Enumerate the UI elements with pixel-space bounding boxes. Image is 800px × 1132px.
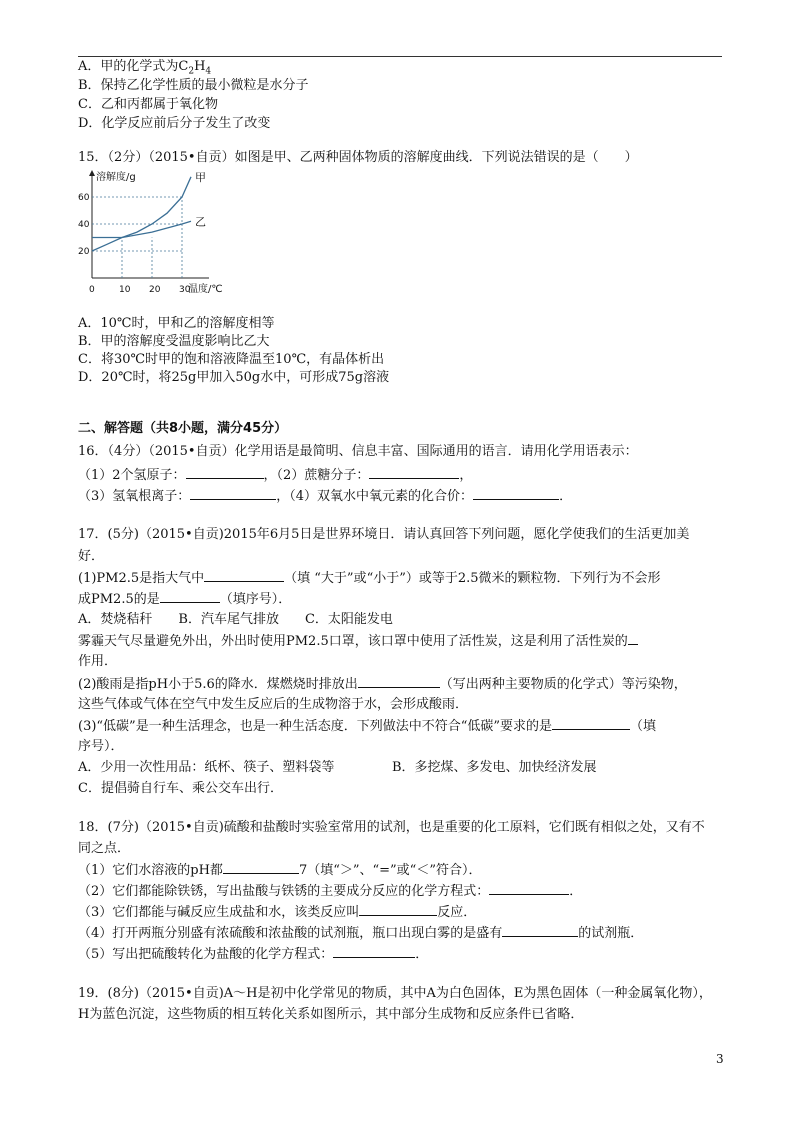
answer-blank[interactable] bbox=[502, 924, 578, 937]
y-axis-label: 溶解度/g bbox=[96, 172, 136, 183]
page-number: 3 bbox=[716, 1052, 724, 1066]
y-tick-label: 20 bbox=[78, 247, 90, 257]
answer-blank[interactable] bbox=[204, 569, 284, 582]
q18-line5: （3）它们都能与碱反应生成盐和水，该类反应叫 反应． bbox=[78, 905, 477, 920]
q16-stem: 16．（4分）（2015•自贡）化学用语是最简明、信息丰富、国际通用的语言．请用化学用语表示： bbox=[78, 444, 638, 459]
series-label: 甲 bbox=[195, 170, 206, 184]
q16-line1: （1）2个氢原子： ，（2）蔗糖分子： ， bbox=[78, 468, 473, 483]
answer-blank[interactable] bbox=[628, 632, 638, 645]
q17-line4: 成PM2.5的是 （填序号）． bbox=[78, 592, 292, 607]
q17-line9: 这些气体或气体在空气中发生反应后的生成物溶于水，会形成酸雨． bbox=[78, 697, 469, 712]
q15-stem: 15．（2分）（2015•自贡）如图是甲、乙两种固体物质的溶解度曲线．下列说法错误的是（ ） bbox=[78, 150, 638, 165]
q18-line6: （4）打开两瓶分别盛有浓硫酸和浓盐酸的试剂瓶，瓶口出现白雾的是盛有 的试剂瓶． bbox=[78, 926, 644, 941]
solubility-chart bbox=[78, 168, 238, 300]
q19-line1: 19．(8分)（2015•自贡)A～H是初中化学常见的物质，其中A为白色固体，E为黑色固体（一种金属氧化物）， bbox=[78, 986, 712, 1001]
answer-blank[interactable] bbox=[552, 717, 630, 730]
answer-blank[interactable] bbox=[223, 861, 299, 874]
q18-line1: 18．(7分)（2015•自贡)硫酸和盐酸时实验室常用的试剂，也是重要的化工原料，它们既有相似之处，又有不 bbox=[78, 820, 705, 835]
header-rule bbox=[78, 56, 722, 57]
y-axis-arrow bbox=[89, 170, 95, 176]
q15-option-c: C．将30℃时甲的饱和溶液降温至10℃，有晶体析出 bbox=[78, 352, 385, 367]
x-tick-label: 10 bbox=[119, 285, 131, 295]
q17-line8: (2)酸雨是指pH小于5.6的降水．煤燃烧时排放出 （写出两种主要物质的化学式）等污染物， bbox=[78, 677, 687, 692]
answer-blank[interactable] bbox=[160, 590, 220, 603]
q15-option-b: B．甲的溶解度受温度影响比乙大 bbox=[78, 334, 270, 349]
answer-blank[interactable] bbox=[489, 882, 569, 895]
y-tick-label: 60 bbox=[78, 193, 90, 203]
q15-option-a: A．10℃时，甲和乙的溶解度相等 bbox=[78, 316, 275, 331]
answer-blank[interactable] bbox=[473, 487, 559, 500]
series-label: 乙 bbox=[195, 215, 206, 229]
q17-line6: 雾霾天气尽量避免外出，外出时使用PM2.5口罩，该口罩中使用了活性炭，这是利用了活性炭的 bbox=[78, 632, 638, 651]
q14-option-d: D．化学反应前后分子发生了改变 bbox=[78, 116, 271, 131]
q17-line10: (3)“低碳”是一种生活理念，也是一种生活态度．下列做法中不符合“低碳”要求的是 （填 bbox=[78, 719, 657, 734]
x-axis-label: 温度/℃ bbox=[188, 284, 223, 295]
answer-blank[interactable] bbox=[186, 466, 264, 479]
q14-option-a: A．甲的化学式为$C_2H_4$ bbox=[78, 59, 212, 77]
q16-line2: （3）氢氧根离子： ，（4）双氧水中氧元素的化合价： ． bbox=[78, 489, 573, 504]
x-tick-label: 0 bbox=[89, 285, 95, 295]
series-甲-line bbox=[92, 177, 191, 251]
y-tick-label: 40 bbox=[78, 220, 90, 230]
q17-line3: (1)PM2.5是指大气中 （填 “大于”或“小于”）或等于2.5微米的颗粒物．下列行为不会形 bbox=[78, 571, 661, 586]
q17-line7: 作用． bbox=[78, 654, 118, 669]
q18-line7: （5）写出把硫酸转化为盐酸的化学方程式： ． bbox=[78, 947, 429, 962]
q17-line12: A．少用一次性用品：纸杯、筷子、塑料袋等 bbox=[78, 760, 335, 775]
answer-blank[interactable] bbox=[369, 466, 459, 479]
q14-option-c: C．乙和丙都属于氧化物 bbox=[78, 97, 218, 112]
answer-blank[interactable] bbox=[358, 675, 440, 688]
x-tick-label: 30 bbox=[179, 285, 191, 295]
q17-line2: 好． bbox=[78, 549, 105, 564]
q17-line5: A．焚烧秸秆 B．汽车尾气排放 C．太阳能发电 bbox=[78, 612, 393, 627]
x-tick-label: 20 bbox=[149, 285, 161, 295]
q17-line12-b: B．多挖煤、多发电、加快经济发展 bbox=[392, 760, 597, 775]
q18-line2: 同之点． bbox=[78, 841, 131, 856]
q19-line2: H为蓝色沉淀，这些物质的相互转化关系如图所示，其中部分生成物和反应条件已省略． bbox=[78, 1007, 584, 1022]
q17-line13: C．提倡骑自行车、乘公交车出行． bbox=[78, 781, 283, 796]
q17-line1: 17．(5分)（2015•自贡)2015年6月5日是世界环境日．请认真回答下列问题，愿化学使我们的生活更加美 bbox=[78, 527, 690, 542]
q14-option-b: B．保持乙化学性质的最小微粒是水分子 bbox=[78, 78, 309, 93]
answer-blank[interactable] bbox=[333, 945, 415, 958]
answer-blank[interactable] bbox=[190, 487, 276, 500]
q17-line11: 序号）． bbox=[78, 739, 124, 754]
answer-blank[interactable] bbox=[359, 903, 437, 916]
q18-line4: （2）它们都能除铁锈，写出盐酸与铁锈的主要成分反应的化学方程式： ． bbox=[78, 884, 583, 899]
q18-line3: （1）它们水溶液的pH都 7（填“＞”、“=”或“＜”符合）． bbox=[78, 863, 482, 878]
section-title: 二、解答题（共8小题，满分45分） bbox=[78, 421, 288, 436]
q15-option-d: D．20℃时，将25g甲加入50g水中，可形成75g溶液 bbox=[78, 370, 390, 385]
